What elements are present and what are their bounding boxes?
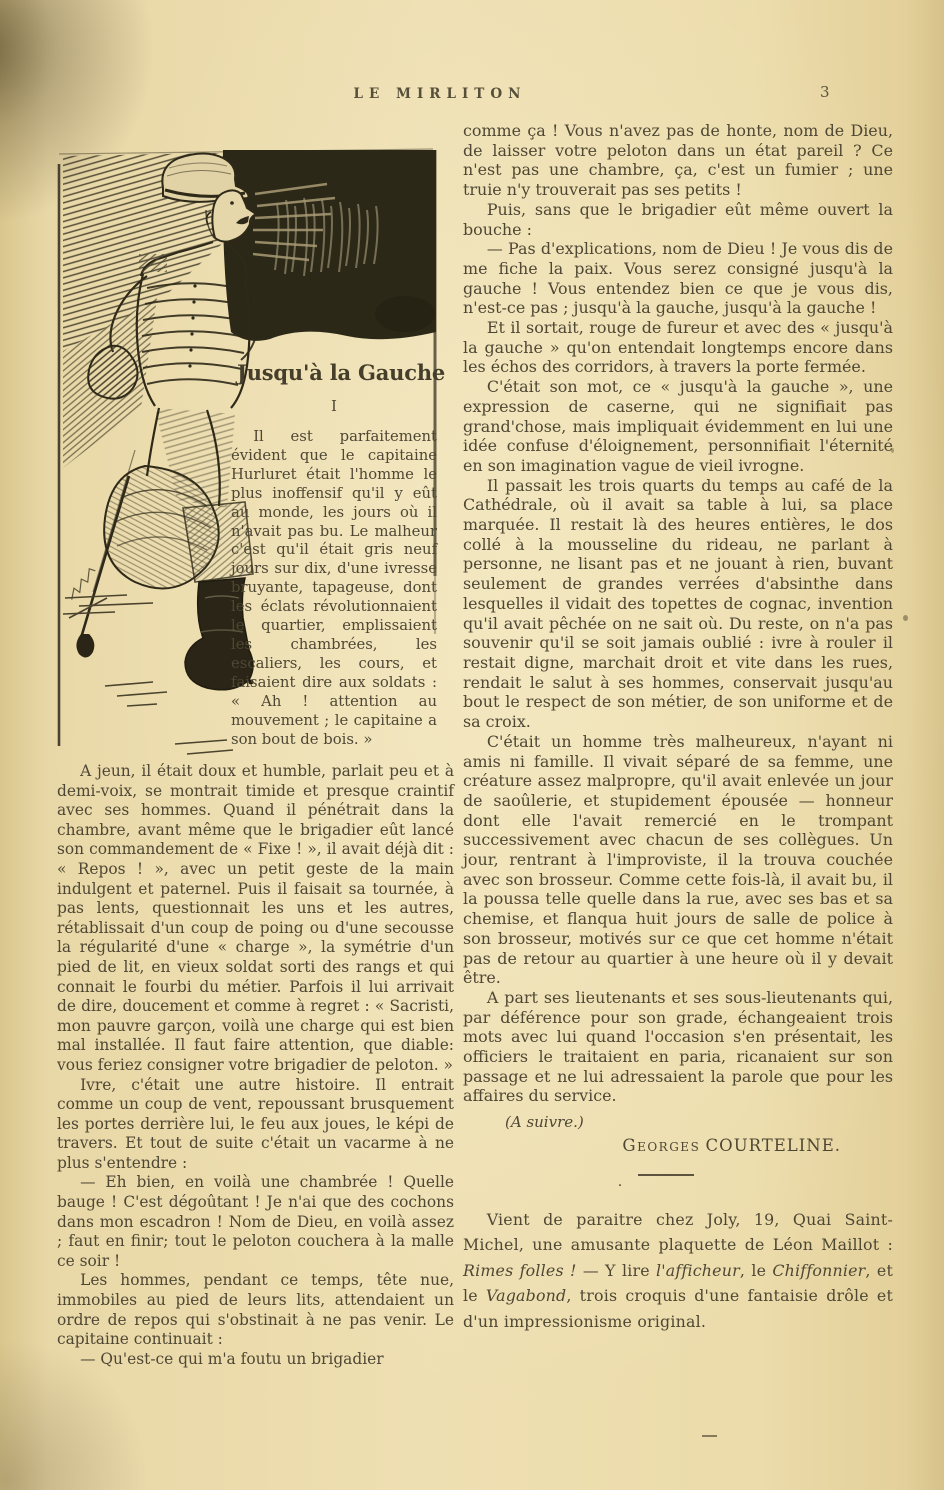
notice-sketch-title: Vagabond bbox=[485, 1286, 567, 1306]
paragraph: Il passait les trois quarts du temps au café de la Cathédrale, où il avait sa table à lui, sa place marquée. Il restait là des heures entières, le dos collé à la mousseline du rideau, ne parlant à personne, ne lisant pas et ne jouant à rien, buvant seulement de grandes verrées d'absinthe dans lesquelles il vidait des topettes de cognac, invention qu'il avait pêchée on ne sait où. Du reste, on n'a pas souvenir qu'il se soit jamais oublié : ivre à rouler il restait digne, marchait droit et vite dans les rues, rendait le salut à ses hommes, conservait jusqu'au bout le respect de son métier, de son uniforme et de sa croix. bbox=[463, 475, 893, 732]
paragraph: — Pas d'explications, nom de Dieu ! Je vous dis de me fiche la paix. Vous serez consigné jusqu'à la gauche ! Vous entendez bien ce que je vous dis, n'est-ce pas ; jusqu'à la gauche, jusqu'à la gauche ! bbox=[463, 239, 893, 318]
article-head bbox=[231, 360, 446, 749]
paragraph: C'était un homme très malheureux, n'ayant ni amis ni famille. Il vivait séparé de sa femme, une créature assez malpropre, qu'il avait enlevée un jour de saoûlerie, et stupidement épousée — honneur dont elle l'avait remercié en le trompant successivement avec chacun de ses collègues. Un jour, rentrant à l'improviste, il la trouva couchée avec son brosseur. Comme cette fois-là, il avait bu, il la poussa telle quelle dans la rue, avec ses bas et sa chemise, et flanqua huit jours de salle de police à son brosseur, motivés sur ce que cet homme n'était pas de retour au quartier à une heure où il y devait être. bbox=[463, 731, 893, 988]
page-speck bbox=[903, 615, 908, 621]
masthead: LE MIRLITON bbox=[353, 86, 527, 102]
notice-text: , trois croquis d'une fantaisie drôle et d'un impressionisme original. bbox=[463, 1286, 893, 1331]
paragraph: Puis, sans que le brigadier eût même ouvert la bouche : bbox=[463, 199, 893, 239]
page-speck bbox=[891, 448, 894, 453]
paragraph: C'était son mot, ce « jusqu'à la gauche », une expression de caserne, qui ne signifiait pas grand'chose, mais impliquait évidemment en lui une idée confuse d'éloignement, personnifiait l'éternité en son imagination vague de vieil ivrogne. bbox=[463, 377, 893, 475]
chapter-number: I bbox=[331, 397, 337, 415]
paragraph: Et il sortait, rouge de fureur et avec des « jusqu'à la gauche » qu'on entendait longtemps encore dans les échos des corridors, à travers la porte fermée. bbox=[463, 318, 893, 377]
masthead-row bbox=[0, 83, 880, 102]
separator-dot: . bbox=[617, 1173, 623, 1190]
notice-text: Vient de paraitre chez Joly, 19, Quai Saint-Michel, une amusante plaquette de Léon Maillot : bbox=[463, 1209, 893, 1255]
notice-text: , et le bbox=[463, 1260, 893, 1306]
notice-text: , le bbox=[739, 1260, 773, 1280]
paragraph: — Eh bien, en voilà une chambrée ! Quelle bauge ! C'est dégoûtant ! Je n'ai que des cochons dans mon escadron ! Nom de Dieu, en voilà assez ; faut en finir; tout le peloton couchera à la malle ce soir ! bbox=[57, 1173, 454, 1270]
author-last-name: COURTELINE. bbox=[705, 1135, 841, 1155]
paragraph: A jeun, il était doux et humble, parlait peu et à demi-voix, se montrait timide et presque craintif avec ses hommes. Quand il pénétrait dans la chambre, avant même que le brigadier eût lancé son commandement de « Fixe ! », il avait déjà dit : « Repos ! », avec un petit geste de la main indulgent et paternel. Puis il faisait sa tournée, à pas lents, questionnait les uns et les autres, rétablissait d'un coup de poing ou d'une secousse la régularité d'une « charge », la symétrie d'un pied de lit, en vieux soldat sorti des rangs et qui connait le fourbi du métier. Parfois il lui arrivait de dire, doucement et comme à regret : « Sacristi, mon pauvre garçon, voilà une charge qui est bien mal installée. Il faut faire attention, que diable: vous feriez consigner votre brigadier de peloton. » bbox=[57, 762, 454, 1074]
publication-notice bbox=[463, 1207, 893, 1335]
page-number: 3 bbox=[820, 83, 830, 101]
article-title: Jusqu'à la Gauche bbox=[237, 360, 446, 385]
paragraph: Ivre, c'était une autre histoire. Il entrait comme un coup de vent, repoussant brusquement les portes derrière lui, le feu aux joues, le képi de travers. Et tout de suite c'était un vacarme à ne plus s'entendre : bbox=[57, 1075, 454, 1172]
separator-rule bbox=[638, 1174, 694, 1176]
author-first-name: Georges bbox=[622, 1135, 701, 1155]
right-column bbox=[463, 121, 893, 1334]
notice-sketch-title: Chiffonnier bbox=[772, 1260, 866, 1280]
notice-book-title: Rimes folles ! bbox=[463, 1260, 577, 1280]
paragraph: — Qu'est-ce qui m'a foutu un brigadier bbox=[80, 1349, 384, 1368]
author-signature bbox=[463, 1136, 893, 1156]
paragraph: comme ça ! Vous n'avez pas de honte, nom de Dieu, de laisser votre peloton dans un état pareil ? Ce n'est pas une chambre, ça, c'est un fumier ; une truie n'y trouverait pas ses petits ! bbox=[463, 121, 893, 200]
paragraph: Les hommes, pendant ce temps, tête nue, immobiles au pied de leurs lits, attendaient un ordre de repos qui s'obstinait à ne pas venir. Le capitaine continuait : bbox=[57, 1271, 454, 1349]
intro-paragraph: Il est parfaitement évident que le capitaine Hurluret était l'homme le plus inoffensif qu'il y eût au monde, les jours où il n'avait pas bu. Le malheur c'est qu'il était gris neuf jours sur dix, d'une ivresse bruyante, tapageuse, dont les éclats révolutionnaient le quartier, emplissaient les chambrées, les escaliers, les cours, et faisaient dire aux soldats : « Ah ! attention au mouvement ; le capitaine a son bout de bois. » bbox=[231, 428, 437, 748]
left-column bbox=[57, 762, 454, 1369]
paragraph: A part ses lieutenants et ses sous-lieutenants qui, par déférence pour son grade, échangeaient trois mots avec lui quand l'occasion s'en présentait, les officiers le traitaient en paria, ricanaient sur son passage et ne lui adressaient la parole que pour les affaires du service. bbox=[463, 987, 893, 1106]
notice-text: — Y lire bbox=[576, 1260, 656, 1280]
notice-sketch-title: l'afficheur bbox=[656, 1260, 740, 1280]
to-be-continued: (A suivre.) bbox=[505, 1113, 584, 1132]
bottom-mark bbox=[702, 1435, 717, 1437]
